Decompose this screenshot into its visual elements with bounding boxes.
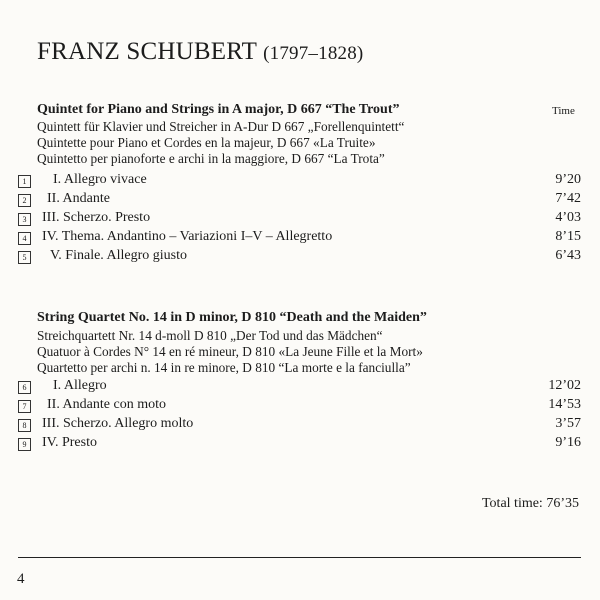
track-number-box: 5 bbox=[18, 251, 31, 264]
composer-name: FRANZ SCHUBERT bbox=[37, 38, 257, 65]
total-time-label: Total time: bbox=[481, 496, 543, 511]
total-time bbox=[482, 496, 579, 512]
track-title: IV. Presto bbox=[42, 435, 97, 450]
track-title: II. Andante bbox=[47, 191, 110, 206]
total-time-value: 76’35 bbox=[546, 496, 579, 511]
track-duration: 7’42 bbox=[555, 191, 581, 206]
track-title: IV. Thema. Andantino – Variazioni I–V – Allegretto bbox=[42, 229, 333, 244]
track-duration: 4’03 bbox=[555, 210, 581, 225]
track-number-box: 4 bbox=[18, 232, 31, 245]
track-duration: 14’53 bbox=[548, 397, 581, 412]
track-row bbox=[18, 378, 581, 398]
work-title-trout: Quintet for Piano and Strings in A major, D 667 “The Trout” bbox=[37, 102, 400, 117]
track-row bbox=[18, 416, 581, 436]
alt-title-italian: Quintetto per pianoforte e archi in la maggiore, D 667 “La Trota” bbox=[37, 151, 385, 166]
track-row bbox=[18, 229, 581, 249]
alt-title-german: Streichquartett Nr. 14 d-moll D 810 „Der Tod und das Mädchen“ bbox=[37, 328, 383, 343]
track-duration: 12’02 bbox=[548, 378, 581, 393]
page-number: 4 bbox=[17, 571, 25, 587]
track-title: III. Scherzo. Allegro molto bbox=[42, 416, 194, 431]
track-title: I. Allegro vivace bbox=[53, 172, 147, 187]
alt-title-german: Quintett für Klavier und Streicher in A-Dur D 667 „Forellenquintett“ bbox=[37, 119, 405, 134]
track-title: I. Allegro bbox=[53, 378, 107, 393]
track-number-box: 7 bbox=[18, 400, 31, 413]
alt-title-italian: Quartetto per archi n. 14 in re minore, D 810 “La morte e la fanciulla” bbox=[37, 360, 411, 375]
track-row bbox=[18, 191, 581, 211]
alt-title-french: Quintette pour Piano et Cordes en la majeur, D 667 «La Truite» bbox=[37, 135, 376, 150]
track-duration: 9’16 bbox=[555, 435, 581, 450]
alt-title-french: Quatuor à Cordes N° 14 en ré mineur, D 810 «La Jeune Fille et la Mort» bbox=[37, 344, 423, 359]
track-number-box: 3 bbox=[18, 213, 31, 226]
composer-dates: (1797–1828) bbox=[263, 43, 364, 64]
track-number-box: 8 bbox=[18, 419, 31, 432]
track-duration: 9’20 bbox=[555, 172, 581, 187]
track-number-box: 2 bbox=[18, 194, 31, 207]
track-duration: 6’43 bbox=[555, 248, 581, 263]
composer-heading bbox=[37, 38, 363, 66]
track-number-box: 9 bbox=[18, 438, 31, 451]
track-duration: 3’57 bbox=[555, 416, 581, 431]
track-row bbox=[18, 248, 581, 268]
track-row bbox=[18, 172, 581, 192]
track-number-box: 6 bbox=[18, 381, 31, 394]
track-number-box: 1 bbox=[18, 175, 31, 188]
track-title: II. Andante con moto bbox=[47, 397, 166, 412]
footer-divider bbox=[18, 557, 581, 558]
track-title: III. Scherzo. Presto bbox=[42, 210, 151, 225]
track-row bbox=[18, 397, 581, 417]
track-duration: 8’15 bbox=[555, 229, 581, 244]
track-title: V. Finale. Allegro giusto bbox=[50, 248, 188, 263]
work-title-death-and-maiden: String Quartet No. 14 in D minor, D 810 “Death and the Maiden” bbox=[37, 310, 427, 325]
time-column-header: Time bbox=[552, 105, 575, 117]
track-row bbox=[18, 435, 581, 455]
track-row bbox=[18, 210, 581, 230]
